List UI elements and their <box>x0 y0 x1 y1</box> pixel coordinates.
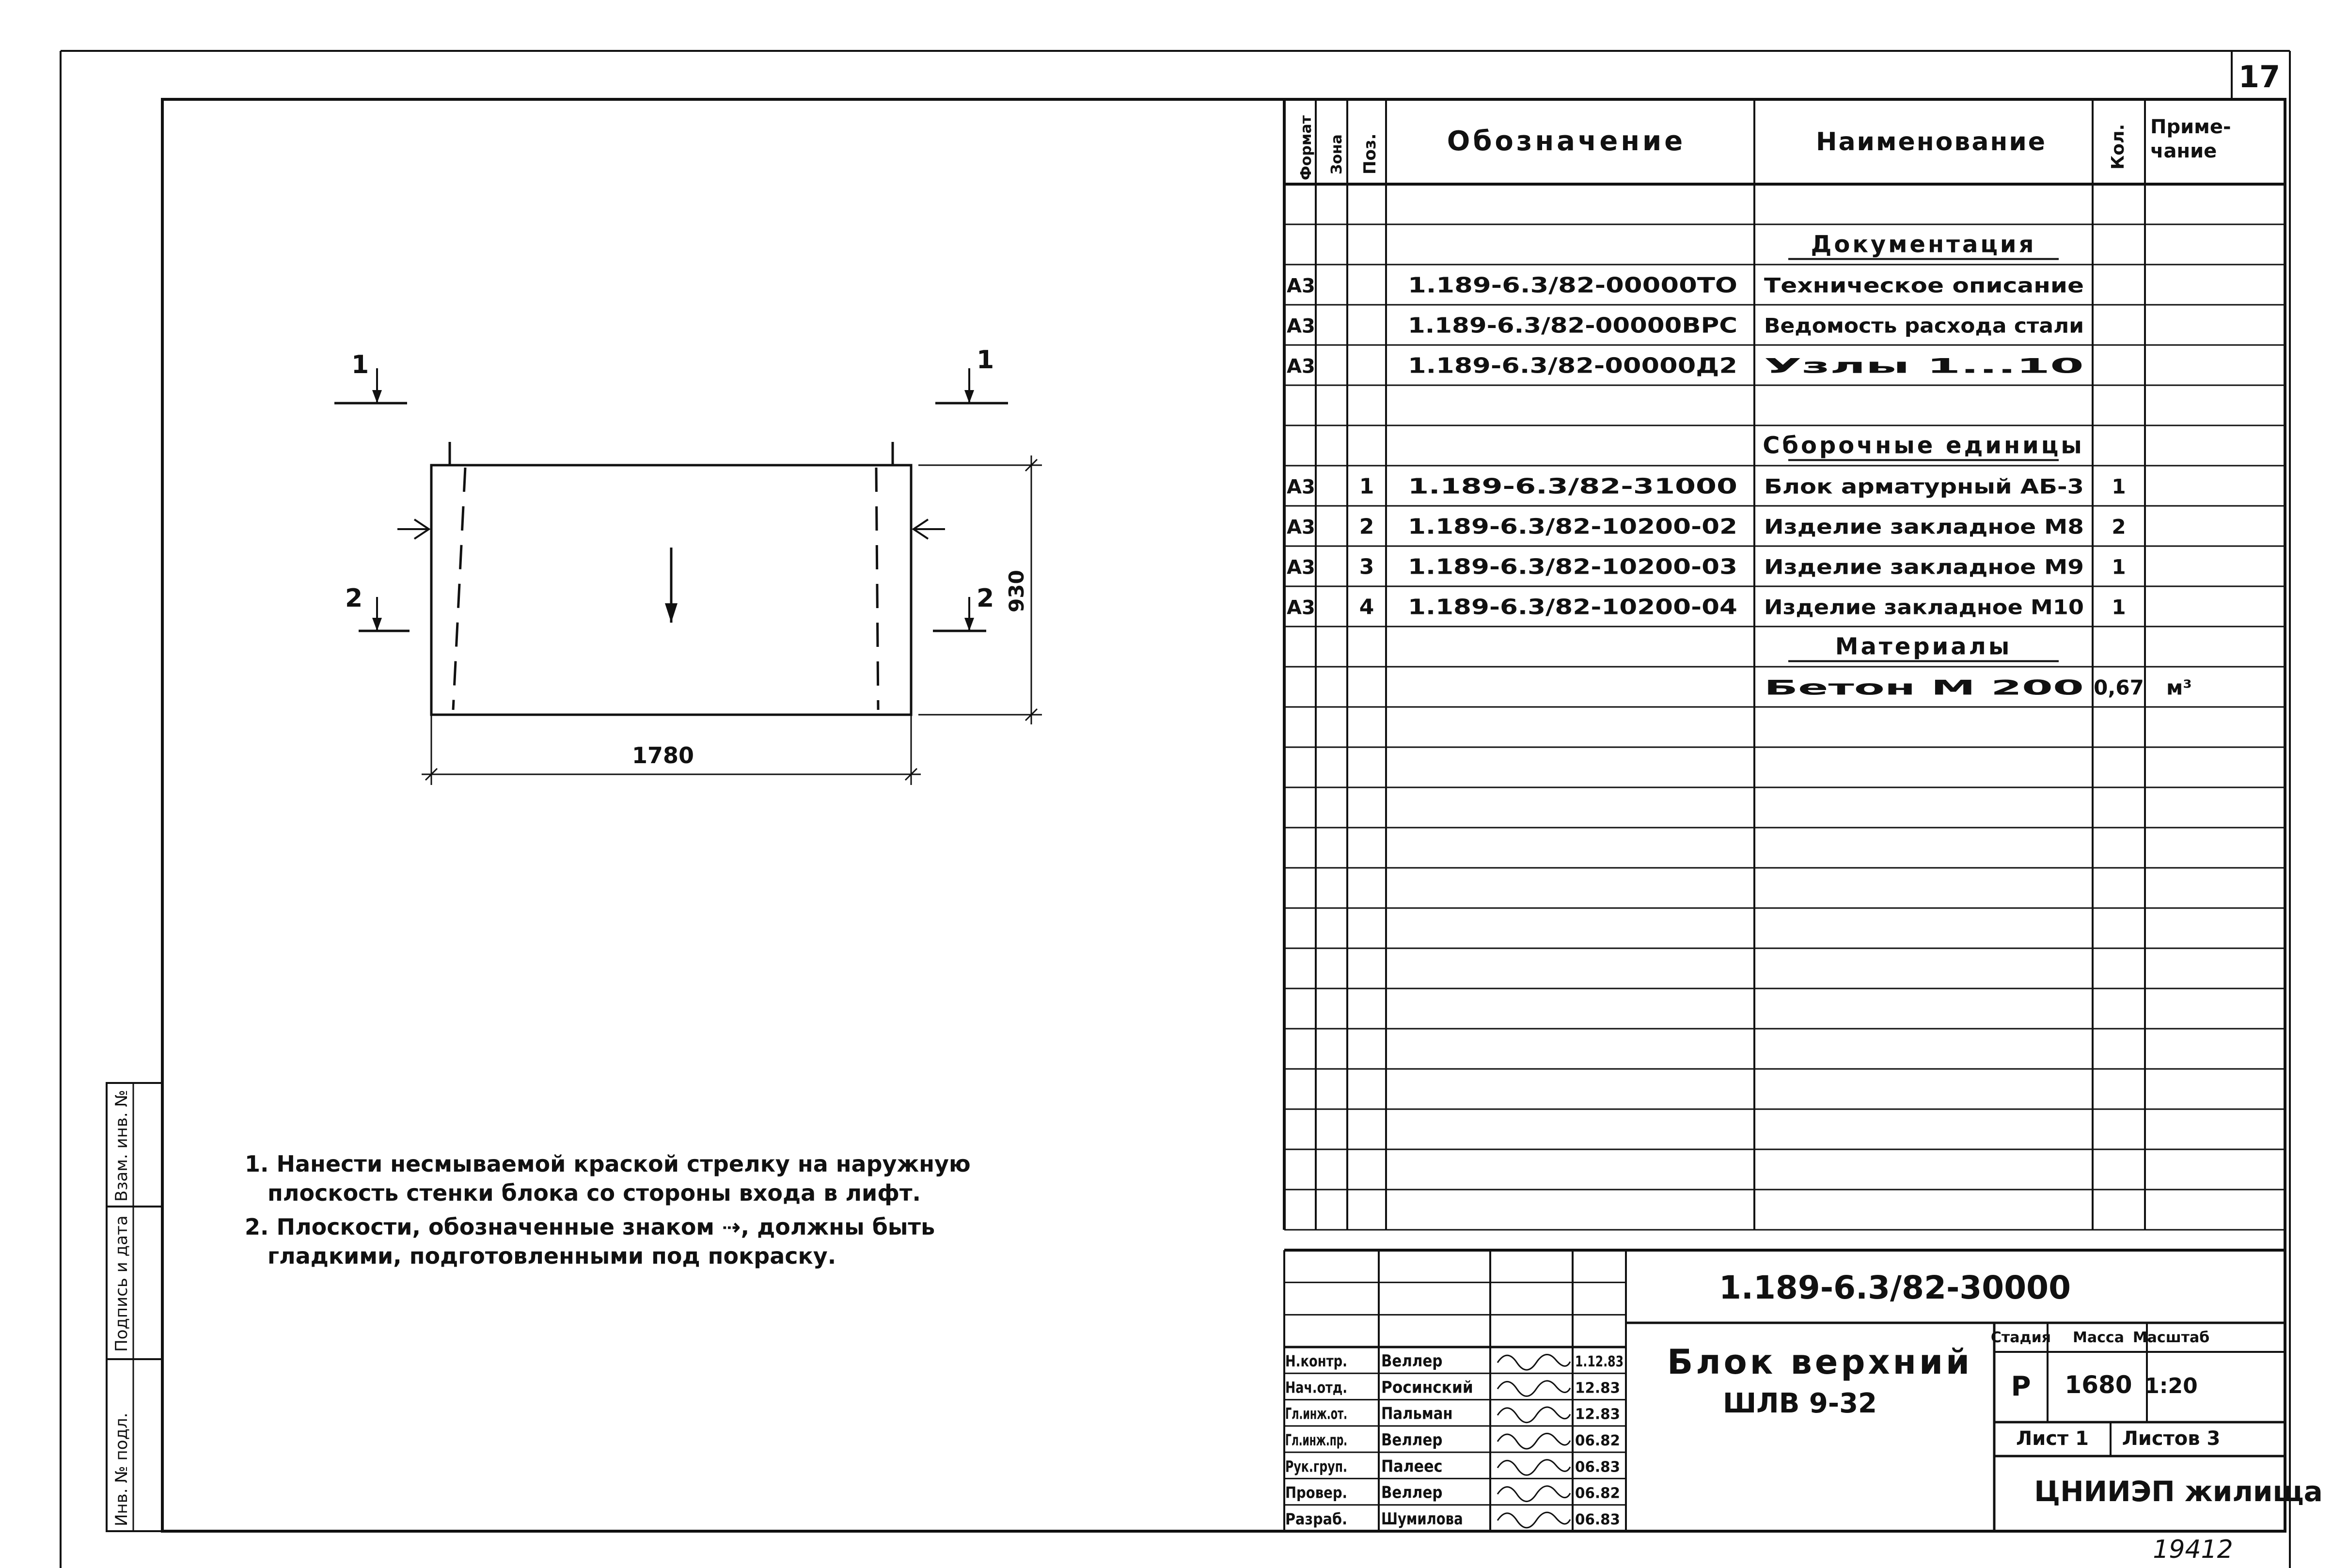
cell-note: м³ <box>2166 675 2192 700</box>
title-product-code: ШЛВ 9-32 <box>1723 1388 1877 1419</box>
signature-row <box>1285 1509 1620 1529</box>
note-line-3: 2. Плоскости, обозначенные знаком ⇢, должны быть <box>245 1214 935 1240</box>
spec-table <box>1287 115 2231 699</box>
cell-name: Бетон М 200 <box>1764 675 2084 700</box>
scale-value: 1:20 <box>2144 1374 2198 1398</box>
note-line-2: плоскость стенки блока со стороны входа в лифт. <box>268 1180 921 1206</box>
spec-row <box>1788 231 2059 259</box>
cell-format: А3 <box>1287 516 1315 539</box>
sig-role: Нач.отд. <box>1285 1378 1347 1397</box>
sig-role: Провер. <box>1285 1483 1347 1502</box>
cell-name: Ведомость расхода стали <box>1764 314 2084 338</box>
cell-name-section: Сборочные единицы <box>1763 432 2084 459</box>
note-line-1: 1. Нанести несмываемой краской стрелку на наружную <box>245 1151 971 1177</box>
signature-row <box>1285 1378 1620 1397</box>
signature-scribble <box>1498 1354 1570 1370</box>
header-pos: Поз. <box>1360 133 1380 174</box>
sig-name: Шумилова <box>1381 1509 1463 1529</box>
title-designation: 1.189-6.3/82-30000 <box>1718 1269 2071 1306</box>
header-name: Наименование <box>1815 127 2047 157</box>
spec-table-grid <box>1284 99 2285 1230</box>
cell-designation: 1.189-6.3/82-10200-03 <box>1408 554 1737 580</box>
sig-date: 12.83 <box>1575 1380 1620 1397</box>
cell-qty: 1 <box>2112 555 2126 579</box>
note-line-4: гладкими, подготовленными под покраску. <box>268 1243 836 1269</box>
inventory-number: 19412 <box>2153 1535 2233 1564</box>
stage-label: Стадия <box>1990 1329 2051 1346</box>
sig-name: Палеес <box>1381 1457 1443 1476</box>
sig-role: Разраб. <box>1285 1509 1347 1528</box>
header-designation: Обозначение <box>1447 125 1686 157</box>
dimension-width: 1780 <box>631 742 694 768</box>
mass-label: Масса <box>2073 1329 2124 1346</box>
cell-name: Изделие закладное М8 <box>1764 515 2084 539</box>
signature-scribble <box>1498 1512 1570 1528</box>
stamp-inv-replace: Взам. инв. № <box>112 1090 131 1202</box>
title-product-name: Блок верхний <box>1667 1342 1973 1382</box>
spec-row <box>1287 474 2126 499</box>
cell-designation: 1.189-6.3/82-31000 <box>1408 474 1737 499</box>
mass-value: 1680 <box>2065 1371 2132 1399</box>
cell-qty: 0,67 <box>2094 675 2144 700</box>
header-format: Формат <box>1298 115 1315 180</box>
spec-row <box>1287 273 2084 298</box>
sig-role: Гл.инж.пр. <box>1285 1431 1347 1449</box>
sig-date: 06.82 <box>1575 1432 1620 1449</box>
sig-name: Веллер <box>1381 1351 1443 1371</box>
spec-row <box>1287 314 2084 338</box>
cell-pos: 2 <box>1359 514 1374 539</box>
sig-role: Рук.груп. <box>1285 1457 1347 1476</box>
cell-format: А3 <box>1287 476 1315 499</box>
sig-name: Росинский <box>1381 1378 1473 1397</box>
cell-designation: 1.189-6.3/82-00000ВРС <box>1408 313 1737 338</box>
title-block <box>1285 1269 2323 1529</box>
sig-date: 12.83 <box>1575 1406 1620 1423</box>
cell-pos: 3 <box>1359 554 1374 580</box>
scale-label: Масштаб <box>2132 1329 2210 1346</box>
page-number: 17 <box>2238 59 2281 94</box>
cell-pos: 4 <box>1359 595 1374 620</box>
signature-scribble <box>1498 1407 1570 1423</box>
cell-format: А3 <box>1287 355 1315 378</box>
cell-qty: 1 <box>2112 595 2126 619</box>
signature-scribble <box>1498 1460 1570 1475</box>
signature-row <box>1285 1483 1620 1503</box>
cell-name: Техническое описание <box>1764 273 2084 298</box>
cell-designation: 1.189-6.3/82-00000ТО <box>1408 273 1737 298</box>
spec-row <box>1788 633 2059 661</box>
sheet-number: Лист 1 <box>2016 1427 2089 1450</box>
stage-value: Р <box>2011 1371 2031 1402</box>
signature-row <box>1285 1430 1620 1450</box>
cell-name: Изделие закладное М10 <box>1764 595 2084 619</box>
signature-scribble <box>1498 1433 1570 1449</box>
signature-row <box>1285 1404 1620 1424</box>
spec-row <box>1764 676 2192 700</box>
header-qty: Кол. <box>2108 124 2128 170</box>
sig-date: 1.12.83 <box>1575 1353 1624 1371</box>
spec-row <box>1287 354 2084 378</box>
sig-date: 06.83 <box>1575 1458 1620 1476</box>
section-mark-1-right: 1 <box>977 345 994 375</box>
spec-row <box>1287 595 2126 620</box>
cell-designation: 1.189-6.3/82-10200-04 <box>1408 595 1737 620</box>
cell-name: Изделие закладное М9 <box>1764 555 2084 579</box>
cell-designation: 1.189-6.3/82-00000Д2 <box>1408 353 1737 378</box>
signature-row <box>1285 1457 1620 1476</box>
cell-name-section: Документация <box>1811 231 2036 258</box>
sig-role: Н.контр. <box>1285 1352 1347 1371</box>
cell-format: А3 <box>1287 315 1315 338</box>
section-mark-2-right: 2 <box>977 584 994 613</box>
stamp-inv-orig: Инв. № подл. <box>112 1412 131 1526</box>
header-zone: Зона <box>1328 134 1345 174</box>
sig-date: 06.82 <box>1575 1485 1620 1502</box>
signature-scribble <box>1498 1486 1570 1502</box>
header-note-line2: чание <box>2150 140 2217 162</box>
sheet-count: Листов 3 <box>2122 1427 2221 1450</box>
cell-format: А3 <box>1287 556 1315 579</box>
signature-scribble <box>1498 1381 1570 1396</box>
cell-pos: 1 <box>1359 474 1374 499</box>
sig-name: Веллер <box>1381 1483 1443 1503</box>
cell-name-section: Материалы <box>1835 633 2012 660</box>
section-mark-2-left: 2 <box>345 584 363 613</box>
block-drawing <box>334 368 1042 785</box>
cell-name: Узлы 1...10 <box>1764 354 2084 378</box>
organization-name: ЦНИИЭП жилища <box>2034 1475 2323 1508</box>
cell-qty: 1 <box>2112 474 2126 499</box>
section-mark-1-left: 1 <box>351 350 369 379</box>
sig-name: Пальман <box>1381 1404 1453 1424</box>
dimension-height: 930 <box>1005 570 1028 612</box>
cell-format: А3 <box>1287 275 1315 298</box>
spec-row <box>1287 515 2126 539</box>
cell-name: Блок арматурный АБ-3 <box>1764 474 2084 499</box>
spec-row <box>1287 555 2126 580</box>
sig-role: Гл.инж.от. <box>1285 1404 1347 1423</box>
cell-designation: 1.189-6.3/82-10200-02 <box>1408 514 1737 539</box>
stamp-signature-date: Подпись и дата <box>112 1215 131 1352</box>
spec-row <box>1763 432 2084 460</box>
header-note-line1: Приме- <box>2150 116 2231 138</box>
cell-format: А3 <box>1287 596 1315 619</box>
sig-date: 06.83 <box>1575 1511 1620 1528</box>
sig-name: Веллер <box>1381 1430 1443 1450</box>
cell-qty: 2 <box>2112 515 2126 539</box>
